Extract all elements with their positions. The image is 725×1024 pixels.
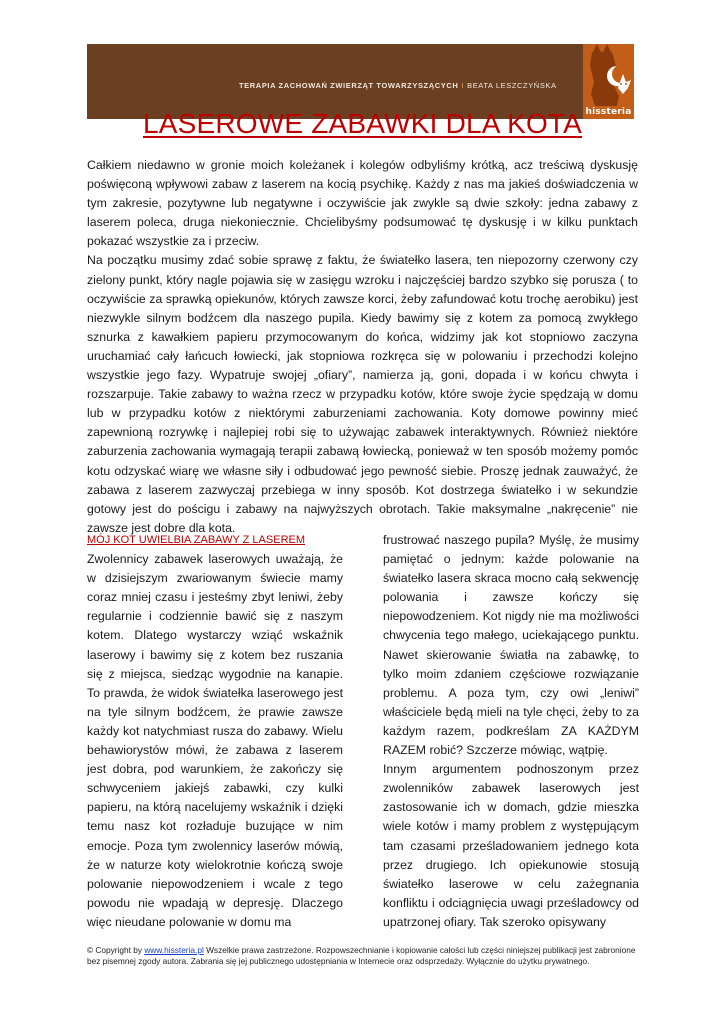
column-paragraph: Zwolennicy zabawek laserowych uważają, że w dzisiejszym zwariowanym świecie mamy coraz mniej czasu i jesteśmy zbyt leniwi, żeby regularnie i codziennie bawić się z naszym kotem. Dlatego wystarczy wziąć wskaźnik laserowy i bawimy się z kotem bez ruszania się z miejsca, siedząc wygodnie na kanapie. To prawda, że widok światełka laserowego jest na tyle silnym bodźcem, że prawie zawsze każdy kot natychmiast rusza do zabawy. Wielu behawiorystów mówi, że zabawa z laserem jest dobra, pod warunkiem, że zakończy się schwyceniem jakiejś zabawki, czy kulki papieru, na którą nacelujemy wskaźnik i dzięki temu nasz kot rozładuje buzujące w nim emocje. Poza tym zwolennicy laserów mówią, że w naturze koty wielokrotnie kończą swoje polowanie niepowodzeniem i wcale z tego powodu nie wpadają w depresję. Dlaczego więc nieudane polowanie w domu ma [87, 552, 343, 929]
header-tagline: TERAPIA ZACHOWAŃ ZWIERZĄT TOWARZYSZĄCYCH [239, 81, 459, 90]
header-separator: I [461, 81, 465, 90]
header-author: BEATA LESZCZYŃSKA [467, 81, 557, 90]
header-tagline-line [239, 81, 579, 90]
logo-wordmark: hissteria [585, 107, 632, 117]
section-heading: MÓJ KOT UWIELBIA ZABAWY Z LASEREM [87, 534, 306, 546]
website-link[interactable]: www.hissteria.pl [144, 945, 204, 955]
left-column [87, 531, 343, 932]
column-paragraph: Innym argumentem podnoszonym przez zwolenników zabawek laserowych jest zastosowanie ich w domach, gdzie mieszka wiele kotów i mamy problem z występującym tam czasami prześladowaniem jednego kota przez drugiego. Ich opiekunowie stosują światełko laserowe w celu zażegnania konfliktu i odciągnięcia uwagi prześladowcy od upatrzonej ofiary. Tak szeroko opisywany [383, 762, 639, 929]
right-column [383, 531, 639, 932]
intro-paragraph: Całkiem niedawno w gronie moich koleżanek i kolegów odbyliśmy krótką, acz treściwą dyskusję poświęconą wpływowi zabaw z laserem na kocią psychikę. Każdy z nas ma jakieś doświadczenia w tym zakresie, pozytywne lub negatywne i oczywiście jak zwykle są dwie szkoły: jedna zabawy z laserem poleca, druga niekoniecznie. Chcielibyśmy podsumować tę dyskusję i w kilku punktach pokazać wszystkie za i przeciw. [87, 158, 638, 249]
column-paragraph: frustrować naszego pupila? Myślę, że musimy pamiętać o jednym: każde polowanie na światełko lasera skraca mocno całą sekwencję polowania i zawsze kończy się niepowodzeniem. Kot nigdy nie ma możliwości chwycenia tego małego, uciekającego punktu. Nawet skierowanie światła na zabawkę, to tylko moim zdaniem częściowe rozwiązanie problemu. A poza tym, czy owi „leniwi” właściciele będą mieli na tyle chęci, żeby to za każdym razem, podkreślam ZA KAŻDYM RAZEM robić? Szczerze mówiąc, wątpię. [383, 533, 639, 758]
copyright-footer [87, 945, 638, 968]
copyright-prefix: © Copyright by [87, 945, 145, 955]
article-title: LASEROWE ZABAWKI DLA KOTA [142, 108, 583, 139]
intro-paragraph: Na początku musimy zdać sobie sprawę z faktu, że światełko lasera, ten niepozorny czerwony czy zielony punkt, który nagle pojawia się w zasięgu wzroku i najczęściej bardzo szybko się porusza ( to oczywiście za sprawką opiekunów, których zawsze korci, żeby zafundować kotu trochę aerobiku) jest niezwykle silnym bodźcem dla naszego pupila. Kiedy bawimy się z kotem za pomocą zwykłego sznurka z kawałkiem papieru przymocowanym do końca, widzimy jak kot stopniowo zaczyna uruchamiać cały łańcuch łowiecki, jak stopniowa rozkręca się w polowaniu i przechodzi kolejno wszystkie jego fazy. Wypatruje swojej „ofiary”, namierza ją, goni, dopada i w końcu chwyta i rozszarpuje. Takie zabawy to ważna rzecz w przypadku kotów, które swoje życie spędzają w domu lub w przypadku kotów z niektórymi zaburzeniami zachowania. Koty domowe powinny mieć zapewnioną rozrywkę i najlepiej robi się to używając zabawek interaktywnych. Również niektóre zaburzenia zachowania wymagają terapii zabawą łowiecką, ponieważ w ten sposób możemy pomóc kotu odzyskać wiarę we własne siły i odbudować jego pewność siebie. Proszę jednak zauważyć, że zabawa z laserem zazwyczaj przebiega w inny sposób. Kot dostrzega światełko i w sekundzie gotowy jest do pościgu i zabawy na najwyższych obrotach. Takie maksymalne „nakręcenie” nie zawsze jest dobre dla kota. [87, 253, 638, 535]
copyright-text: Wszelkie prawa zastrzeżone. Rozpowszechnianie i kopiowanie całości lub części niniejszej publikacji jest zabronione bez pisemnej zgody autora. Zabrania się jej publicznego udostępniania w Internecie oraz odsprzedaży. Wyłącznie do użytku prywatnego. [87, 945, 636, 967]
intro-text [87, 156, 638, 538]
